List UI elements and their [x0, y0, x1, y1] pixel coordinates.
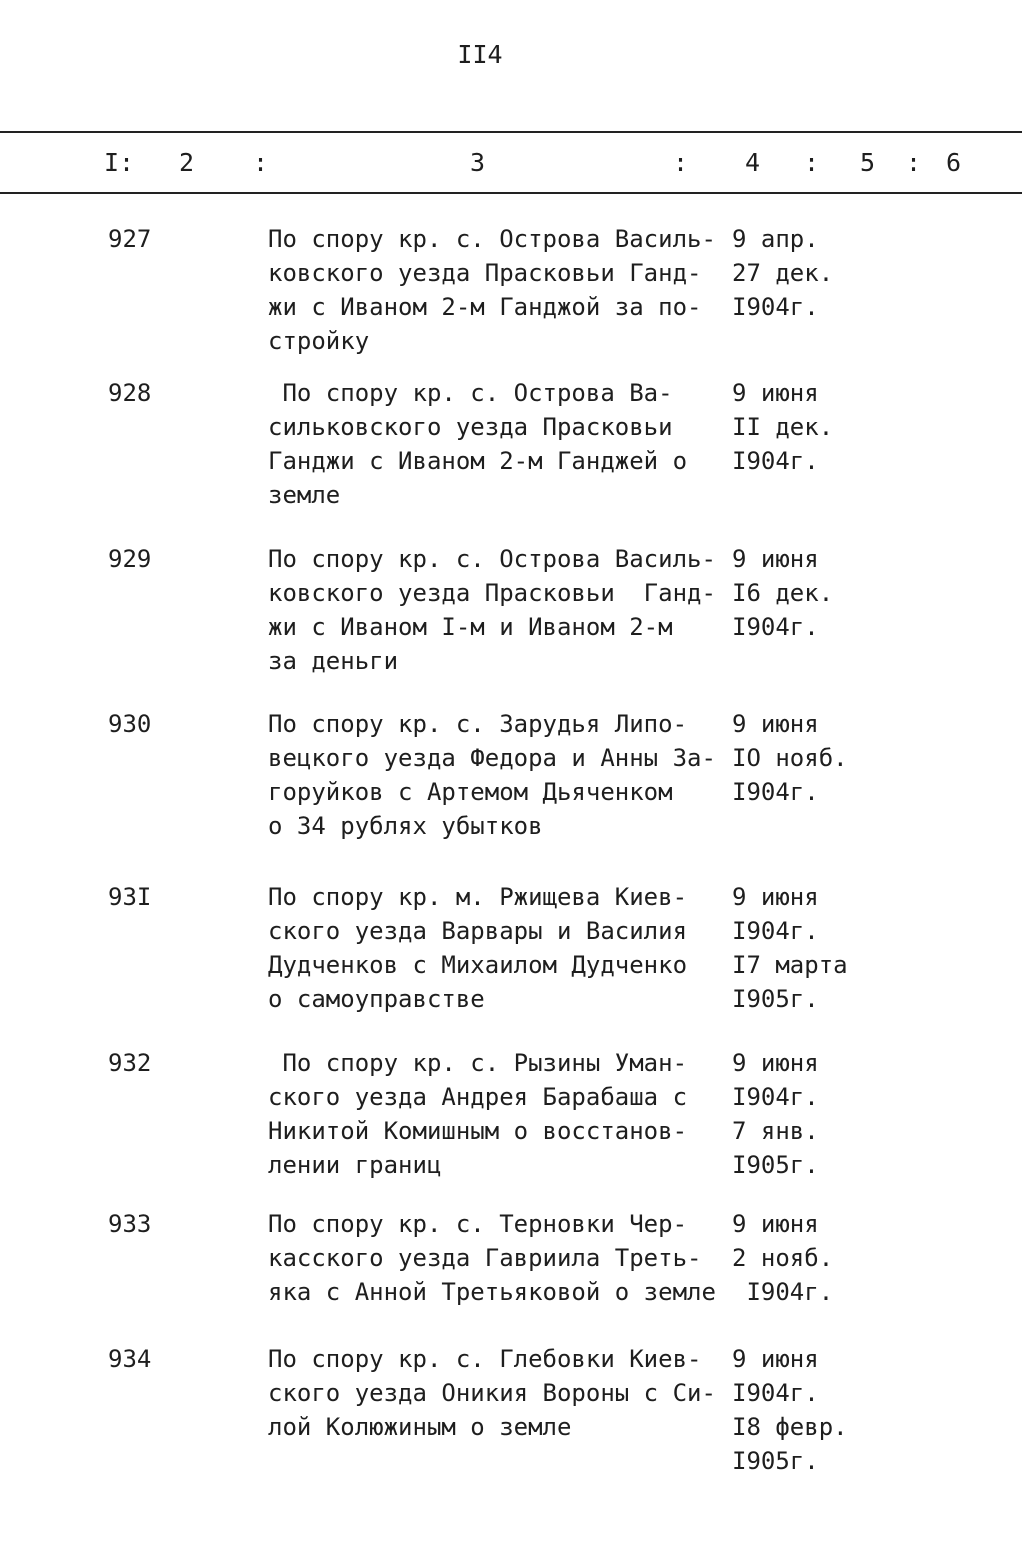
entry-date-line: I905г. [732, 1447, 819, 1475]
entry-date-line: I904г. [732, 917, 819, 945]
entry-description-line: Ганджи с Иваном 2-м Ганджей о [268, 447, 688, 475]
column-separator: : [253, 148, 269, 177]
entry-date-line: 7 янв. [732, 1117, 819, 1145]
column-separator: : [804, 148, 820, 177]
column-header-6: 6 [946, 148, 962, 177]
entry-description-line: По спору кр. с. Зарудья Липо- [268, 710, 688, 738]
entry-description [268, 222, 728, 358]
entry-description-line: лении границ [268, 1151, 442, 1179]
entry-number: 929 [108, 545, 152, 573]
entry-description [268, 376, 728, 512]
entry-description-line: По спору кр. с. Острова Василь- [268, 545, 716, 573]
entry-date-line: 9 июня [732, 883, 819, 911]
column-header-2: 2 [179, 148, 195, 177]
entry-date-line: 9 июня [732, 1210, 819, 1238]
entry-date-line: I904г. [732, 447, 819, 475]
entry-date-line: 9 июня [732, 710, 819, 738]
entry-description-line: о 34 рублях убытков [268, 812, 543, 840]
entry-description-line: касского уезда Гавриила Треть- [268, 1244, 702, 1272]
entry-description-line: за деньги [268, 647, 399, 675]
entry-description [268, 1046, 728, 1182]
entry-date-line: I904г. [732, 1083, 819, 1111]
entry-date-line: 27 дек. [732, 259, 834, 287]
page-number: II4 [457, 40, 503, 69]
entry-number: 927 [108, 225, 152, 253]
entry-date-line: I905г. [732, 985, 819, 1013]
entry-description-line: стройку [268, 327, 370, 355]
entry-date-line: 2 нояб. [732, 1244, 834, 1272]
entry-date-line: I905г. [732, 1151, 819, 1179]
entry-description-line: По спору кр. с. Рызины Уман- [268, 1049, 688, 1077]
entry-date-line: 9 июня [732, 1049, 819, 1077]
entry-description-line: Никитой Комишным о восстанов- [268, 1117, 688, 1145]
column-header-5: 5 [860, 148, 876, 177]
entry-date-line: I904г. [732, 293, 819, 321]
entry-number: 933 [108, 1210, 152, 1238]
entry-number: 930 [108, 710, 152, 738]
entry-description-line: Дудченков с Михаилом Дудченко [268, 951, 688, 979]
entry-dates [732, 376, 882, 478]
entry-date-line: 9 июня [732, 545, 819, 573]
entry-date-line: 9 июня [732, 379, 819, 407]
header-top-rule [0, 131, 1022, 133]
entry-date-line: I904г. [732, 778, 819, 806]
entry-description-line: лой Колюжиным о земле [268, 1413, 572, 1441]
entry-description [268, 707, 728, 843]
entry-dates [732, 1046, 882, 1182]
entry-description-line: сильковского уезда Прасковьи [268, 413, 673, 441]
entry-description-line: По спору кр. с. Терновки Чер- [268, 1210, 688, 1238]
entry-description-line: По спору кр. м. Ржищева Киев- [268, 883, 688, 911]
entry-dates [732, 1342, 882, 1478]
entry-description [268, 880, 728, 1016]
entry-description-line: По спору кр. с. Глебовки Киев- [268, 1345, 702, 1373]
header-bottom-rule [0, 192, 1022, 194]
entry-number: 932 [108, 1049, 152, 1077]
entry-date-line: I904г. [732, 1278, 834, 1306]
entry-number: 934 [108, 1345, 152, 1373]
entry-date-line: 9 апр. [732, 225, 819, 253]
column-separator: : [673, 148, 689, 177]
entry-date-line: I6 дек. [732, 579, 834, 607]
entry-date-line: IO нояб. [732, 744, 848, 772]
column-header-4: 4 [745, 148, 761, 177]
entry-date-line: I8 февр. [732, 1413, 848, 1441]
entry-description-line: ского уезда Оникия Вороны с Си- [268, 1379, 716, 1407]
entry-number: 93I [108, 883, 152, 911]
entry-date-line: I904г. [732, 1379, 819, 1407]
entry-description-line: жи с Иваном I-м и Иваном 2-м [268, 613, 673, 641]
entry-description-line: земле [268, 481, 341, 509]
entry-date-line: I7 марта [732, 951, 848, 979]
entry-description-line: яка с Анной Третьяковой о земле [268, 1278, 716, 1306]
entry-dates [732, 222, 882, 324]
entry-description-line: ского уезда Андрея Барабаша с [268, 1083, 688, 1111]
entry-description-line: ковского уезда Прасковьи Ганд- [268, 259, 702, 287]
entry-date-line: II дек. [732, 413, 834, 441]
entry-description [268, 1342, 728, 1444]
column-header-1: I: [104, 148, 135, 177]
entry-description-line: вецкого уезда Федора и Анны За- [268, 744, 716, 772]
entry-description [268, 542, 728, 678]
entry-description-line: о самоуправстве [268, 985, 485, 1013]
column-header-3: 3 [470, 148, 486, 177]
entry-number: 928 [108, 379, 152, 407]
entry-date-line: I904г. [732, 613, 819, 641]
entry-dates [732, 1207, 882, 1309]
entry-description [268, 1207, 728, 1309]
entry-description-line: ского уезда Варвары и Василия [268, 917, 688, 945]
entry-dates [732, 542, 882, 644]
entry-description-line: По спору кр. с. Острова Василь- [268, 225, 716, 253]
entry-description-line: По спору кр. с. Острова Ва- [268, 379, 673, 407]
entry-dates [732, 707, 882, 809]
entry-description-line: горуйков с Артемом Дьяченком [268, 778, 673, 806]
entry-description-line: ковского уезда Прасковьи Ганд- [268, 579, 716, 607]
entry-date-line: 9 июня [732, 1345, 819, 1373]
entry-dates [732, 880, 882, 1016]
column-separator: : [906, 148, 922, 177]
entry-description-line: жи с Иваном 2-м Ганджой за по- [268, 293, 702, 321]
